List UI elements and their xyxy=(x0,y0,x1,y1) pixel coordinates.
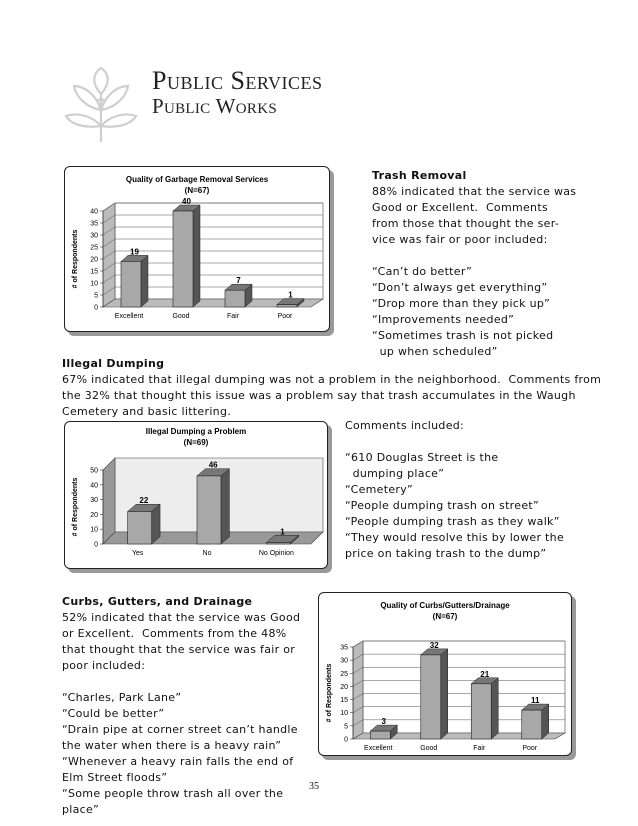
chart-x-tick-label: No Opinion xyxy=(258,550,294,557)
trash-text-line: vice was fair or poor included: xyxy=(372,233,548,246)
chart-x-tick-label: Poor xyxy=(522,745,538,752)
chart-side-wall xyxy=(353,641,363,739)
chart-y-axis-label: # of Respondents xyxy=(72,477,79,537)
illegal-dumping-chart xyxy=(65,422,327,568)
chart-bar xyxy=(370,731,390,739)
chart-bar xyxy=(266,543,290,544)
curbs-gutters-chart xyxy=(319,593,571,755)
trash-text-line: from those that thought the ser- xyxy=(372,217,560,230)
curbs-text-line: “Drain pipe at corner street can’t handle xyxy=(62,723,298,736)
curbs-text-line: place” xyxy=(62,803,100,816)
chart-x-tick-label: Fair xyxy=(473,745,486,752)
chart-y-tick-label: 35 xyxy=(90,220,98,228)
chart-y-tick-label: 20 xyxy=(90,256,98,264)
chart-y-tick-label: 35 xyxy=(340,644,348,652)
curbs-text-line: Elm Street floods” xyxy=(62,771,168,784)
chart-x-tick-label: Poor xyxy=(277,313,293,320)
curbs-text-line: “Charles, Park Lane” xyxy=(62,691,182,704)
curbs-text-line: that thought that the service was fair or xyxy=(62,643,296,656)
curbs-text-line: 52% indicated that the service was Good xyxy=(62,611,301,624)
chart-x-tick-label: No xyxy=(202,550,212,557)
chart-y-tick-label: 0 xyxy=(94,304,98,312)
chart-data-label: 21 xyxy=(480,669,490,679)
chart-y-tick-label: 40 xyxy=(90,482,98,490)
chart-title: Quality of Garbage Removal Services xyxy=(125,175,269,184)
trash-text xyxy=(372,184,632,360)
garbage-removal-chart xyxy=(65,167,329,331)
trash-text-line: up when scheduled” xyxy=(372,345,498,358)
chart-bar-side xyxy=(491,678,498,739)
chart-subtitle: (N=67) xyxy=(184,186,210,195)
chart-y-tick-label: 5 xyxy=(344,723,348,731)
chart-y-tick-label: 30 xyxy=(340,657,348,665)
curbs-text-line: the water when there is a heavy rain” xyxy=(62,739,282,752)
chart-y-tick-label: 50 xyxy=(90,467,98,475)
curbs-text-line: poor included: xyxy=(62,659,146,672)
chart-x-tick-label: Excellent xyxy=(114,313,144,320)
page-subtitle: Public Works xyxy=(152,94,277,118)
chart-y-axis-label: # of Respondents xyxy=(326,663,333,723)
chart-data-label: 46 xyxy=(208,460,218,470)
chart-bar-side xyxy=(193,205,200,307)
trash-text-line: 88% indicated that the service was xyxy=(372,185,577,198)
chart-data-label: 11 xyxy=(531,696,540,706)
chart-y-tick-label: 10 xyxy=(340,710,348,718)
dumping-text xyxy=(62,372,632,420)
dumping-comment-line xyxy=(345,434,625,450)
chart-bar xyxy=(225,290,245,307)
chart-subtitle: (N=69) xyxy=(183,438,209,447)
chart-y-tick-label: 40 xyxy=(90,208,98,216)
chart-x-tick-label: Good xyxy=(172,313,190,320)
chart-data-label: 1 xyxy=(288,290,293,300)
dumping-section xyxy=(62,356,632,420)
dumping-text-line: Cemetery and basic littering. xyxy=(62,405,232,418)
trash-text-line: “Sometimes trash is not picked xyxy=(372,329,554,342)
trash-section xyxy=(372,168,632,360)
trash-text-line: “Drop more than they pick up” xyxy=(372,297,551,310)
chart-x-tick-label: Yes xyxy=(131,550,144,557)
dumping-comment-line: “They would resolve this by lower the xyxy=(345,531,565,544)
chart-side-wall xyxy=(103,458,115,544)
dumping-comment-line: “People dumping trash as they walk” xyxy=(345,515,560,528)
chart-data-label: 3 xyxy=(381,717,386,727)
chart-bar xyxy=(173,211,193,307)
dumping-comment-line: “Cemetery” xyxy=(345,483,414,496)
curbs-text xyxy=(62,610,312,818)
chart-title: Quality of Curbs/Gutters/Drainage xyxy=(380,601,510,610)
dumping-comment-line: “People dumping trash on street” xyxy=(345,499,540,512)
trash-heading: Trash Removal xyxy=(372,169,467,182)
dumping-comment-line: dumping place” xyxy=(345,467,445,480)
chart-x-tick-label: Fair xyxy=(226,313,240,320)
chart-title: Illegal Dumping a Problem xyxy=(145,427,247,436)
chart-bar xyxy=(522,710,542,739)
chart-bar-side xyxy=(141,255,148,307)
curbs-chart-frame xyxy=(318,592,572,756)
dumping-comments-text xyxy=(345,418,625,562)
chart-y-tick-label: 25 xyxy=(90,244,98,252)
chart-y-tick-label: 30 xyxy=(90,232,98,240)
curbs-text-line xyxy=(62,674,312,690)
chart-bar xyxy=(128,511,152,544)
chart-bar-side xyxy=(221,469,229,544)
dumping-text-line: 67% indicated that illegal dumping was not a problem in the neighborhood. Comments from xyxy=(62,373,602,386)
dumping-comments xyxy=(345,418,625,562)
chart-x-tick-label: Excellent xyxy=(364,745,393,752)
chart-y-tick-label: 10 xyxy=(90,526,98,534)
dumping-chart-frame xyxy=(64,421,328,569)
dumping-heading: Illegal Dumping xyxy=(62,357,165,370)
chart-bar xyxy=(121,261,141,307)
chart-bar xyxy=(471,684,491,739)
chart-y-tick-label: 25 xyxy=(340,670,348,678)
trash-text-line: Good or Excellent. Comments xyxy=(372,201,548,214)
curbs-text-line: or Excellent. Comments from the 48% xyxy=(62,627,287,640)
floral-ornament-icon xyxy=(62,64,140,146)
curbs-section xyxy=(62,594,312,818)
curbs-text-line: “Whenever a heavy rain falls the end of xyxy=(62,755,294,768)
chart-bar-side xyxy=(441,649,448,739)
chart-data-label: 1 xyxy=(280,527,285,537)
chart-data-label: 19 xyxy=(130,247,139,257)
chart-y-tick-label: 30 xyxy=(90,497,98,505)
page-title: Public Services xyxy=(152,66,323,95)
dumping-comment-line: “610 Douglas Street is the xyxy=(345,451,499,464)
dumping-comment-line: price on taking trash to the dump” xyxy=(345,547,547,560)
dumping-text-line: the 32% that thought this issue was a problem say that trash accumulates in the Waugh xyxy=(62,389,576,402)
chart-y-tick-label: 5 xyxy=(94,292,98,300)
chart-y-tick-label: 15 xyxy=(340,697,348,705)
chart-bar xyxy=(197,476,221,544)
chart-y-axis-label: # of Respondents xyxy=(72,229,79,289)
chart-y-tick-label: 20 xyxy=(90,511,98,519)
chart-bar xyxy=(421,655,441,739)
garbage-chart-frame xyxy=(64,166,330,332)
chart-data-label: 22 xyxy=(139,496,149,506)
dumping-comment-line: Comments included: xyxy=(345,419,465,432)
chart-y-tick-label: 0 xyxy=(94,541,98,549)
curbs-text-line: “Could be better” xyxy=(62,707,165,720)
chart-y-tick-label: 20 xyxy=(340,683,348,691)
curbs-heading: Curbs, Gutters, and Drainage xyxy=(62,595,253,608)
trash-text-line: “Can’t do better” xyxy=(372,265,473,278)
chart-subtitle: (N=67) xyxy=(432,612,458,621)
chart-data-label: 7 xyxy=(236,276,241,286)
curbs-text-line: “Some people throw trash all over the xyxy=(62,787,284,800)
chart-y-tick-label: 15 xyxy=(90,268,98,276)
chart-bar xyxy=(277,305,297,307)
chart-y-tick-label: 10 xyxy=(90,280,98,288)
chart-y-tick-label: 0 xyxy=(344,736,348,744)
trash-text-line: “Improvements needed” xyxy=(372,313,515,326)
trash-text-line: “Don’t always get everything” xyxy=(372,281,548,294)
chart-x-tick-label: Good xyxy=(420,745,438,752)
chart-data-label: 32 xyxy=(429,640,439,650)
page-number: 35 xyxy=(309,781,319,792)
trash-text-line xyxy=(372,248,632,264)
chart-data-label: 40 xyxy=(182,197,191,206)
